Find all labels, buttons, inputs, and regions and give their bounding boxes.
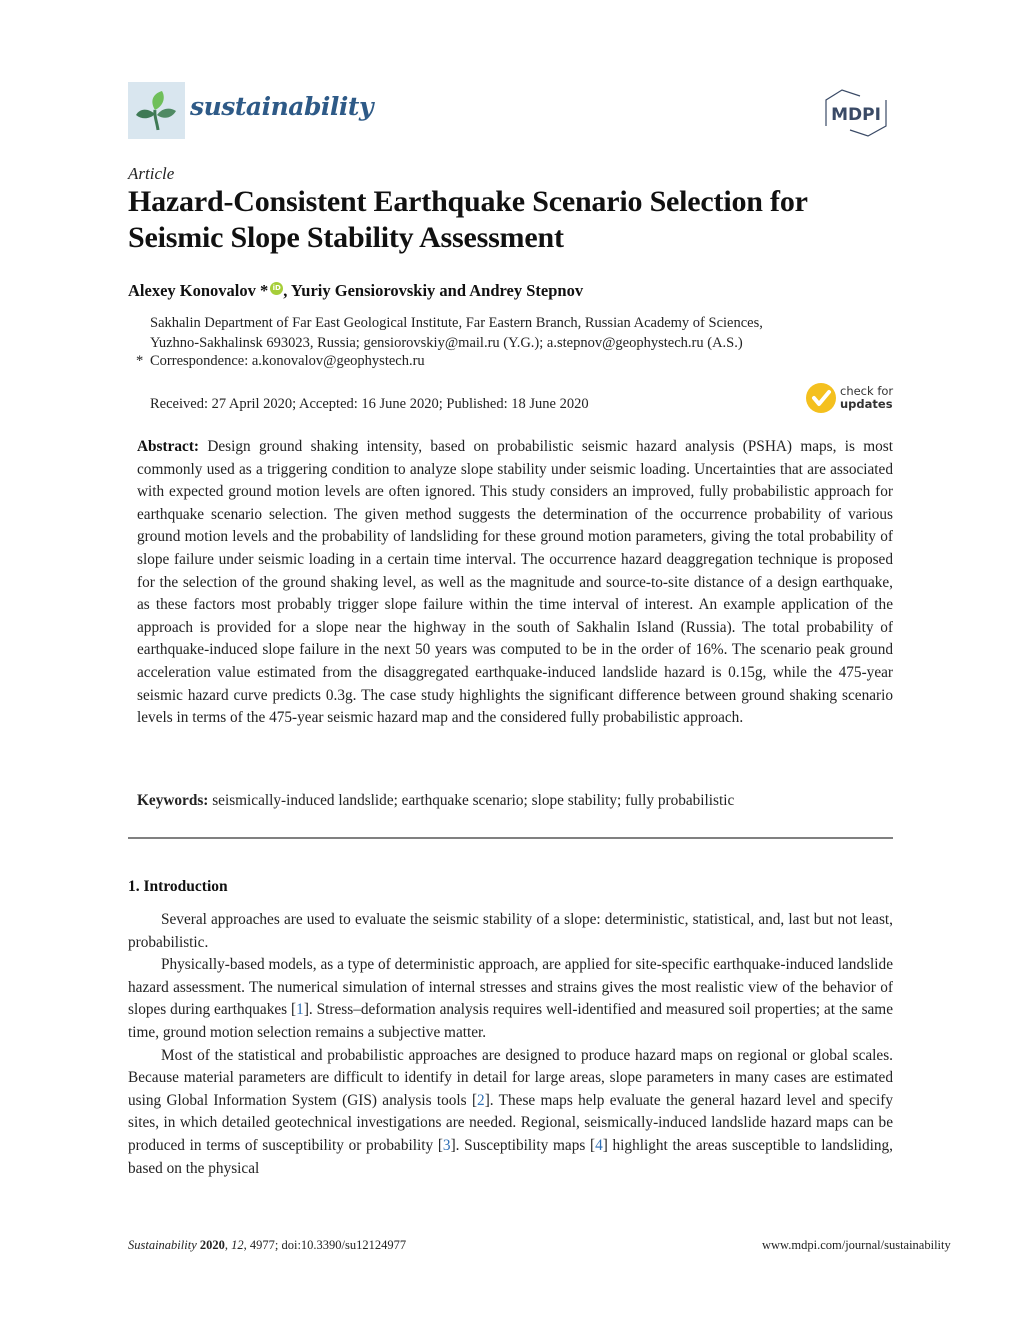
correspondence-star: * (136, 353, 144, 369)
citation-link[interactable]: 3 (442, 1136, 451, 1154)
footer-doi[interactable]: , 4977; doi:10.3390/su12124977 (243, 1238, 407, 1252)
orcid-icon[interactable] (270, 282, 283, 295)
citation-link[interactable]: 1 (296, 1001, 304, 1019)
check-updates-line1: check for (840, 384, 894, 398)
paragraph-text: ]. Susceptibility maps [ (450, 1136, 596, 1154)
citation-link[interactable]: 2 (477, 1091, 485, 1109)
correspondence (136, 353, 425, 370)
correspondence-email[interactable]: Correspondence: a.konovalov@geophystech.ru (150, 353, 425, 369)
paragraph-text: ]. These maps help evaluate the general hazard level and specify sites, in which detailed geotechnical investigations are needed. Regional, seismically-induced landslide hazard maps can be produced in terms of susceptibility or probability [ (128, 1091, 894, 1154)
paragraph-text: ]. Stress–deformation analysis requires well-identified and measured soil properties; at the same time, ground motion selection remains a subjective matter. (128, 1001, 893, 1041)
paragraph-text: ] highlight the areas susceptible to landsliding, based on the physical (128, 1136, 894, 1177)
section-heading-introduction: 1. Introduction (128, 878, 228, 895)
mdpi-logo[interactable] (820, 86, 892, 140)
footer-year: 2020 (199, 1238, 225, 1252)
footer-citation: Sustainability 2020, 12, 4977; doi:10.3390/su12124977 (128, 1238, 407, 1252)
affiliation-line-1: Sakhalin Department of Far East Geological Institute, Far Eastern Branch, Russian Academy of Sciences, (150, 315, 763, 331)
journal-logo[interactable] (128, 82, 185, 139)
paragraph: Several approaches are used to evaluate the seismic stability of a slope: deterministic, statistical, and, last but not least, probabilistic. (128, 911, 893, 951)
footer-journal: Sustainability (128, 1238, 197, 1252)
mdpi-logo-text: MDPI (831, 105, 881, 125)
check-for-updates-button[interactable] (806, 381, 901, 415)
footer-volume: 12 (231, 1238, 244, 1252)
orcid-label: iD (272, 284, 281, 292)
paragraph (128, 954, 893, 1044)
abstract (137, 436, 893, 730)
journal-name[interactable]: sustainability (190, 92, 373, 121)
footer-url[interactable]: www.mdpi.com/journal/sustainability (762, 1238, 951, 1252)
article-title: Hazard-Consistent Earthquake Scenario Selection for Seismic Slope Stability Assessment (128, 185, 808, 254)
keywords (137, 792, 897, 810)
author-name[interactable]: Alexey Konovalov (128, 281, 256, 300)
section-divider (128, 837, 893, 839)
abstract-text: Design ground shaking intensity, based on probabilistic seismic hazard analysis (PSHA) maps, is most commonly used as a triggering condition to analyze slope stability under seismic loading. Uncertainties that are associated with expected ground motion levels are often ignored. This study considers an improved, fully probabilistic approach for earthquake scenario selection. The given method suggests the determination of the occurrence probability of various ground motion levels and the probability of landsliding for these ground motion parameters, giving the total probability of slope failure under seismic loading in a certain time interval. The occurrence hazard deaggregation technique is proposed for the selection of the ground shaking level, as well as the magnitude and source-to-site distance of a design earthquake, as these factors most probably trigger slope failure within the time interval of interest. An example application of the approach is provided for a slope near the highway in the south of Sakhalin Island (Russia). The total probability of earthquake-induced slope failure in the next 50 years was computed to be in the order of 16%. The scenario peak ground acceleration value estimated from the disaggregated earthquake-induced landslide hazard is 0.15g, while the 475-year seismic hazard curve predicts 0.3g. The case study highlights the significant difference between ground shaking scenario levels in terms of the 475-year seismic hazard map and the considered fully probabilistic approach. (137, 438, 893, 727)
check-updates-line2: updates (840, 397, 893, 411)
article-type: Article (128, 164, 175, 183)
keywords-text: seismically-induced landslide; earthquake scenario; slope stability; fully probabilistic (208, 792, 735, 809)
corresponding-mark: * (255, 281, 269, 300)
introduction-body (128, 909, 893, 1180)
coauthors: , Yuriy Gensiorovskiy and Andrey Stepnov (283, 281, 584, 300)
paragraph-text: Most of the statistical and probabilistic approaches are designed to produce hazard maps on regional or global scales. Because material parameters are difficult to identify in detail for large areas, slope parameters in many cases are estimated using Global Information System (GIS) analysis tools [ (128, 1046, 893, 1109)
paragraph (128, 1045, 893, 1181)
plant-sprout-icon (128, 82, 185, 139)
keywords-label: Keywords: (137, 792, 209, 809)
publication-dates: Received: 27 April 2020; Accepted: 16 June 2020; Published: 18 June 2020 (150, 396, 589, 412)
paragraph-text: Physically-based models, as a type of deterministic approach, are applied for site-specific earthquake-induced landslide hazard assessment. The numerical simulation of internal stresses and strains gives the most realistic view of the behavior of slopes during earthquakes [ (128, 956, 893, 1019)
author-list (128, 281, 583, 301)
abstract-label: Abstract: (137, 438, 200, 455)
citation-link[interactable]: 4 (595, 1136, 603, 1154)
mdpi-hexagon-icon (820, 86, 892, 140)
checkmark-icon (806, 383, 836, 413)
affiliation-line-2: Yuzhno-Sakhalinsk 693023, Russia; gensiorovskiy@mail.ru (Y.G.); a.stepnov@geophystech.ru (A.S.) (150, 335, 743, 351)
